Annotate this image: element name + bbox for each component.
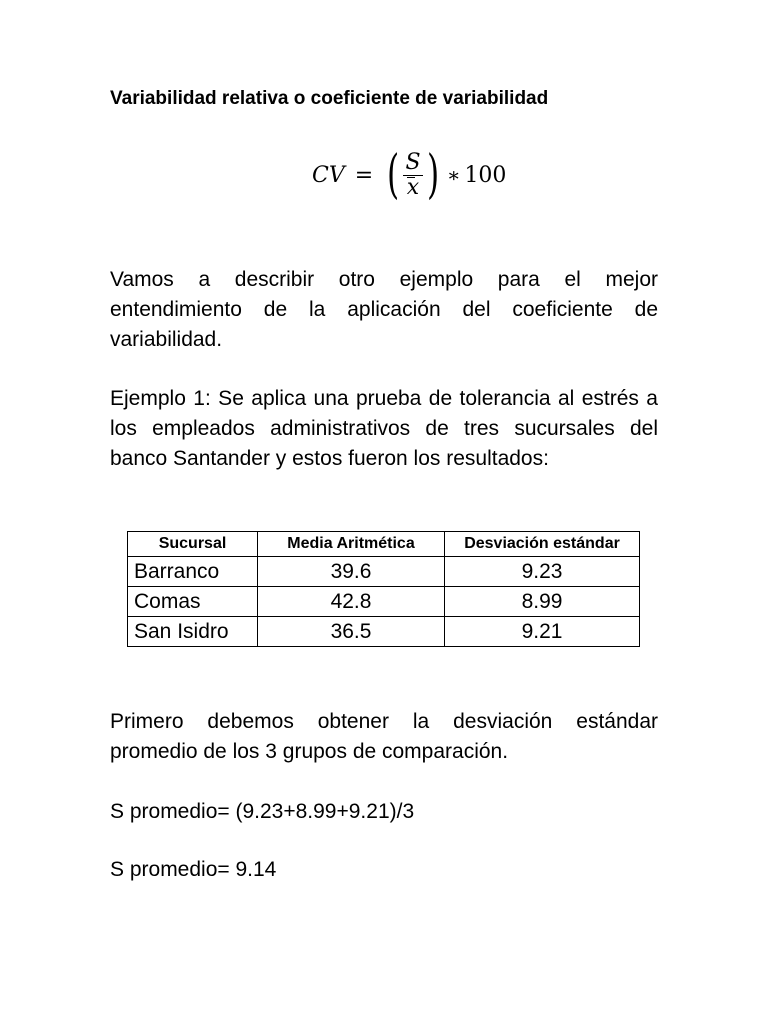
- header-sucursal: Sucursal: [128, 532, 258, 557]
- cell-desviacion: 9.23: [445, 557, 640, 587]
- cell-desviacion: 9.21: [445, 617, 640, 647]
- formula-operator: ∗: [446, 163, 461, 187]
- table-header-row: [128, 532, 640, 557]
- cv-formula: [312, 145, 506, 205]
- paragraph-intro: Vamos a describir otro ejemplo para el mejor entendimiento de la aplicación del coeficiente de variabilidad.: [110, 268, 658, 351]
- header-desviacion: Desviación estándar: [445, 532, 640, 557]
- cell-media: 42.8: [258, 587, 445, 617]
- table-row: [128, 587, 640, 617]
- formula-close-paren: ): [426, 145, 439, 205]
- results-table: [127, 531, 640, 647]
- cell-media: 36.5: [258, 617, 445, 647]
- formula-numerator: S: [405, 149, 421, 175]
- formula-denominator: x: [406, 174, 420, 200]
- cell-media: 39.6: [258, 557, 445, 587]
- calc-line-sum: S promedio= (9.23+8.99+9.21)/3: [110, 800, 415, 823]
- formula-open-paren: (: [387, 145, 400, 205]
- cell-desviacion: 8.99: [445, 587, 640, 617]
- formula-lhs: CV: [312, 162, 345, 188]
- paragraph-step: Primero debemos obtener la desviación estándar promedio de los 3 grupos de comparación.: [110, 710, 658, 763]
- formula-equals: =: [354, 162, 374, 188]
- calc-line-result: S promedio= 9.14: [110, 858, 277, 881]
- formula-factor: 100: [464, 162, 507, 188]
- cell-sucursal: Barranco: [128, 557, 258, 587]
- formula-fraction: [403, 151, 422, 200]
- cell-sucursal: San Isidro: [128, 617, 258, 647]
- cell-sucursal: Comas: [128, 587, 258, 617]
- paragraph-example: Ejemplo 1: Se aplica una prueba de tolerancia al estrés a los empleados administrativos de tres sucursales del banco Santander y estos fueron los resultados:: [110, 387, 658, 470]
- page-title: Variabilidad relativa o coeficiente de variabilidad: [110, 88, 549, 109]
- table-row: [128, 617, 640, 647]
- header-media: Media Aritmética: [258, 532, 445, 557]
- table-row: [128, 557, 640, 587]
